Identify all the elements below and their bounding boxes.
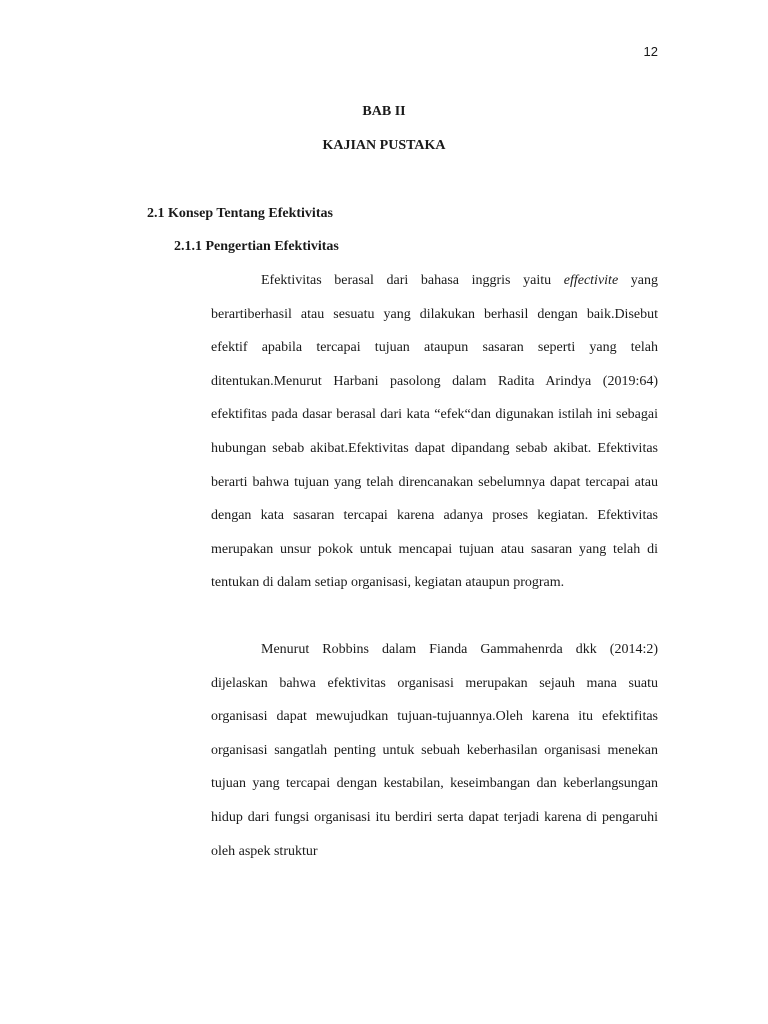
subsection-heading: 2.1.1 Pengertian Efektivitas <box>174 239 339 254</box>
paragraph-2: Menurut Robbins dalam Fianda Gammahenrda dkk (2014:2) dijelaskan bahwa efektivitas organisasi merupakan sejauh mana suatu organisasi dapat mewujudkan tujuan-tujuannya.Oleh karena itu efektifitas organisasi sangatlah penting untuk sebuah keberhasilan organisasi menekan tujuan yang tercapai dengan kestabilan, keseimbangan dan keberlangsungan hidup dari fungsi organisasi itu berdiri serta dapat terjadi karena di pengaruhi oleh aspek struktur <box>211 642 658 859</box>
section-heading: 2.1 Konsep Tentang Efektivitas <box>147 206 333 221</box>
paragraph-1-italic-term: effectivite <box>563 273 619 288</box>
paragraph-1-text-end: yang berartiberhasil atau sesuatu yang dilakukan berhasil dengan baik.Disebut efektif apabila tercapai tujuan ataupun sasaran seperti yang telah ditentukan.Menurut Harbani pasolong dalam Radita Arindya (2019:64) efektifitas pada dasar berasal dari kata “efek“dan digunakan istilah ini sebagai hubungan sebab akibat.Efektivitas dapat dipandang sebab akibat. Efektivitas berarti bahwa tujuan yang telah direncanakan sebelumnya dapat tercapai atau dengan kata sasaran tercapai karena adanya proses kegiatan. Efektivitas merupakan unsur pokok untuk mencapai tujuan atau sasaran yang telah di tentukan di dalam setiap organisasi, kegiatan ataupun program. <box>211 273 659 591</box>
paragraph-1 <box>211 264 658 600</box>
paragraph-1-text-start: Efektivitas berasal dari bahasa inggris yaitu <box>261 273 564 288</box>
chapter-number: BAB II <box>362 104 406 119</box>
page-number: 12 <box>643 44 658 59</box>
chapter-title: KAJIAN PUSTAKA <box>322 138 446 153</box>
